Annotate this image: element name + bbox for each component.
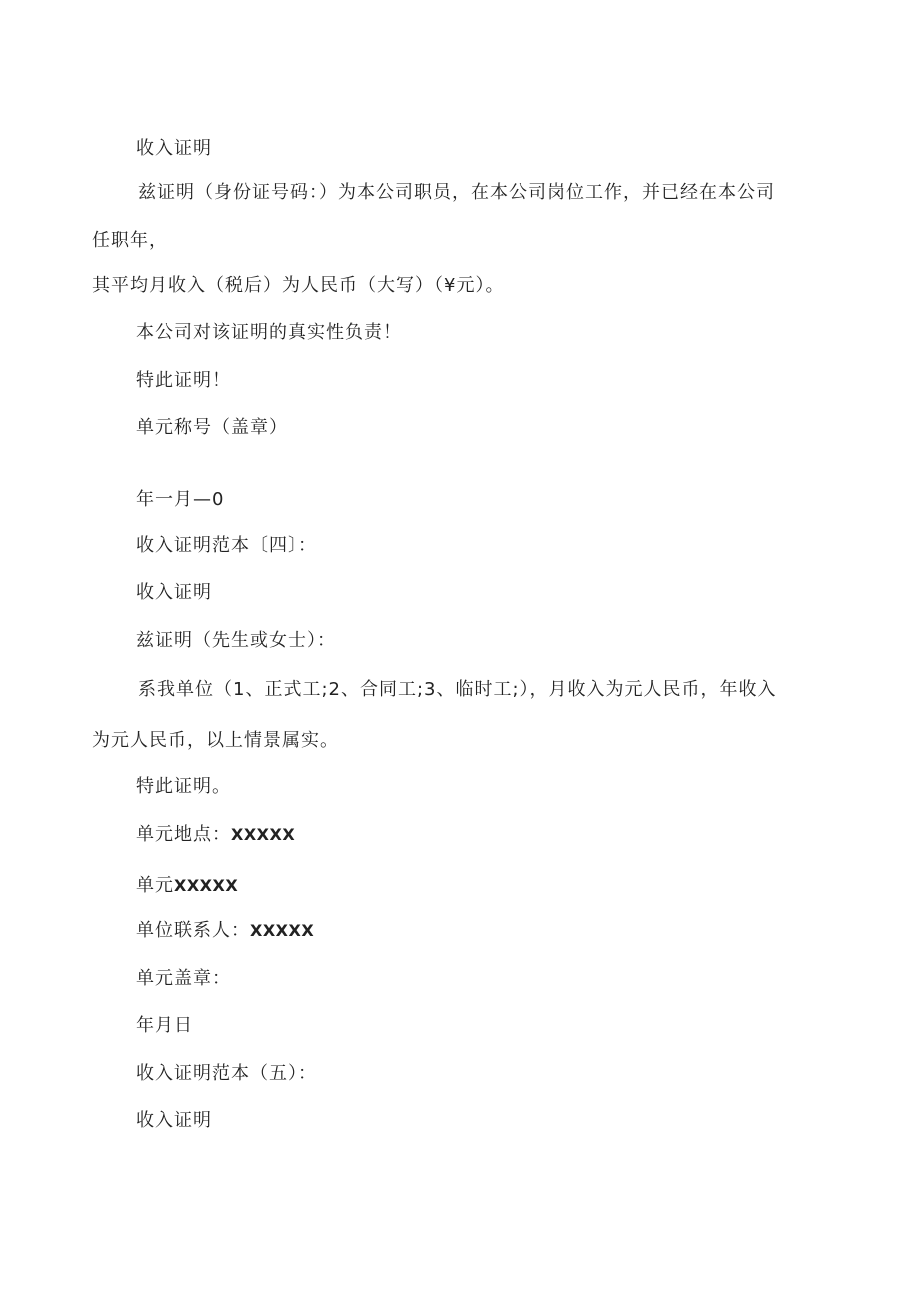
field-unit-address-value: XXXXX [231, 825, 296, 844]
paragraph-certify-line1: 兹证明（身份证号码：）为本公司职员，在本公司岗位工作，并已经在本公司 [138, 182, 775, 203]
paragraph-responsibility: 本公司对该证明的真实性负责！ [136, 322, 402, 343]
paragraph-employment-line2: 为元人民币，以上情景属实。 [92, 730, 339, 751]
field-unit-seal: 单元盖章： [136, 968, 231, 989]
paragraph-date-2: 年月日 [136, 1015, 193, 1036]
field-unit-value: XXXXX [174, 876, 239, 895]
field-unit-contact-value: XXXXX [250, 921, 315, 940]
field-unit-contact-label: 单位联系人： [136, 920, 250, 941]
paragraph-hereby-certify: 特此证明！ [136, 370, 231, 391]
field-unit-label: 单元 [136, 875, 174, 896]
paragraph-monthly-income: 其平均月收入（税后）为人民币（大写）（¥元）。 [92, 275, 505, 296]
paragraph-employment-line1: 系我单位（1、正式工;2、合同工;3、临时工;），月收入为元人民币，年收入 [138, 679, 777, 700]
heading-sample-four: 收入证明范本〔四〕： [136, 535, 317, 556]
field-unit-address [136, 823, 295, 847]
paragraph-certify-line2: 任职年， [92, 230, 168, 251]
field-unit [136, 874, 238, 898]
paragraph-unit-name-seal: 单元称号（盖章） [136, 417, 288, 438]
field-unit-contact [136, 919, 314, 943]
paragraph-certify-person: 兹证明（先生或女士）： [136, 630, 336, 651]
heading-income-certificate-3: 收入证明 [136, 1110, 212, 1131]
heading-income-certificate: 收入证明 [136, 138, 212, 159]
paragraph-hereby-certify-2: 特此证明。 [136, 776, 231, 797]
heading-sample-five: 收入证明范本（五）： [136, 1063, 317, 1084]
heading-income-certificate-2: 收入证明 [136, 582, 212, 603]
paragraph-date: 年一月—0 [136, 489, 225, 510]
field-unit-address-label: 单元地点： [136, 824, 231, 845]
